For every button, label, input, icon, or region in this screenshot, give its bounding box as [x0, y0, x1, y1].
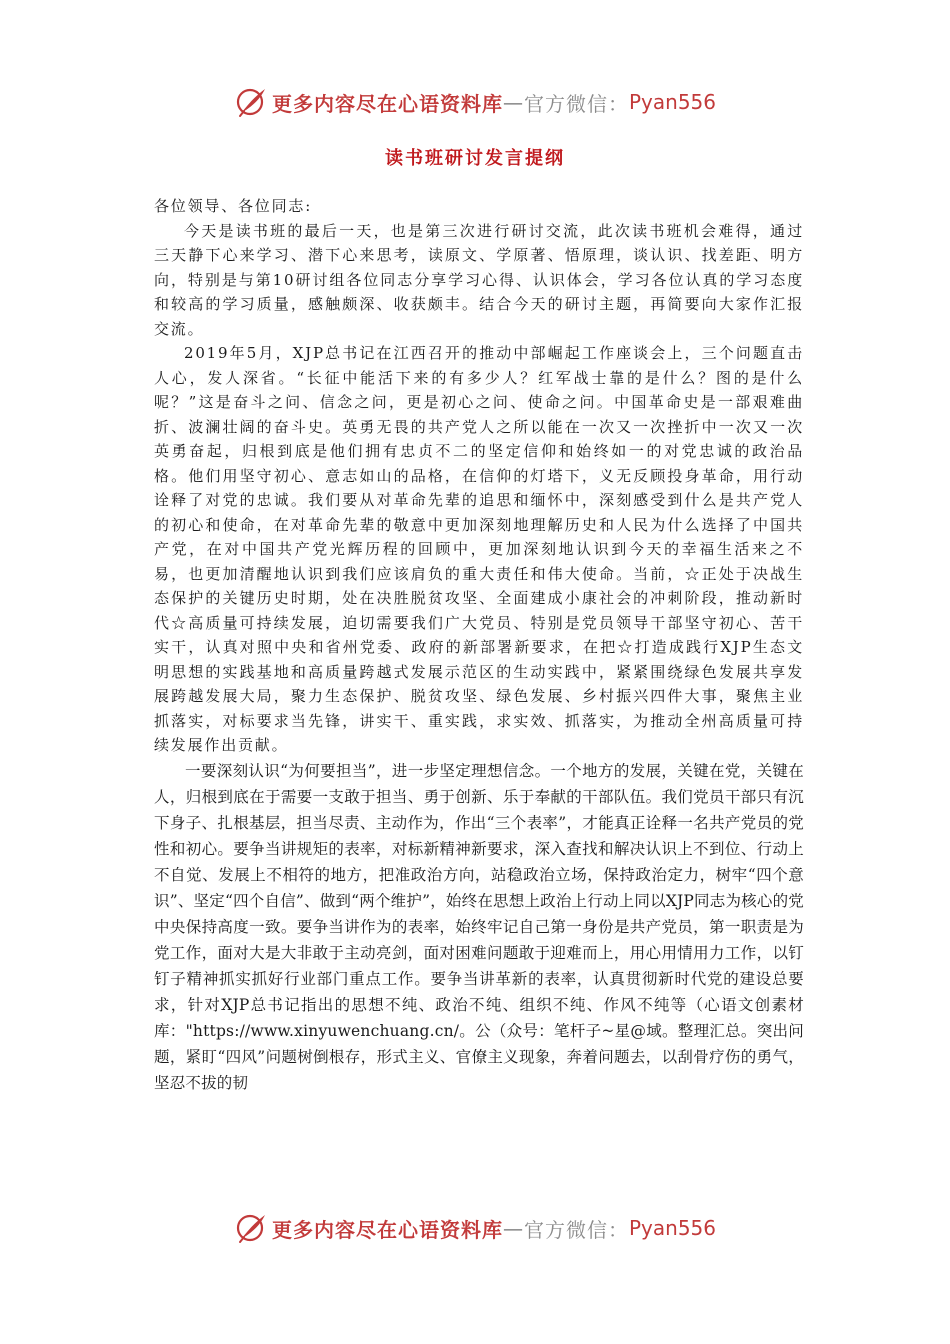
paragraph-3: 一要深刻认识“为何要担当”，进一步坚定理想信念。一个地方的发展，关键在党，关键在人，归根到底在于需要一支敢于担当、勇于创新、乐于奉献的干部队伍。我们党员干部只有沉下身子、扎根基层，担当尽责、主动作为，作出“三个表率”，才能真正诠释一名共产党员的党性和初心。要争当讲规矩的表率，对标新精神新要求，深入查找和解决认识上不到位、行动上不自觉、发展上不相符的地方，把准政治方向，站稳政治立场，保持政治定力，树牢“四个意识”、坚定“四个自信”、做到“两个维护”，始终在思想上政治上行动上同以XJP同志为核心的党中央保持高度一致。要争当讲作为的表率，始终牢记自己第一身份是共产党员，第一职责是为党工作，面对大是大非敢于主动亮剑，面对困难问题敢于迎难而上，用心用情用力工作，以钉钉子精神抓实抓好行业部门重点工作。要争当讲革新的表率，认真贯彻新时代党的建设总要求，针对XJP总书记指出的思想不纯、政治不纯、组织不纯、作风不纯等（心语文创素材库："https://www.xinyuwenchuang.cn/。公（众号：笔杆子~星@域。整理汇总。突出问题，紧盯“四风”问题树倒根存，形式主义、官僚主义现象，奔着问题去，以刮骨疗伤的勇气，坚忍不拔的韧 — [154, 761, 804, 1092]
document-title: 读书班研讨发言提纲 — [385, 148, 565, 169]
banner-brand: 更多内容尽在心语资料库 — [271, 91, 503, 116]
document-body — [154, 194, 804, 1096]
banner-wechat-id: Pyan556 — [628, 90, 716, 114]
quill-pen-circle-icon — [234, 1211, 268, 1245]
quill-pen-circle-icon — [234, 85, 268, 119]
banner-dash: — — [502, 90, 524, 114]
header-banner — [0, 82, 950, 122]
footer-banner — [0, 1208, 950, 1248]
footer-brand: 更多内容尽在心语资料库 — [271, 1217, 503, 1242]
greeting: 各位领导、各位同志: — [154, 197, 313, 215]
footer-dash: — — [502, 1216, 524, 1240]
footer-wechat-id: Pyan556 — [628, 1216, 716, 1240]
banner-sub: 官方微信： — [523, 91, 629, 116]
paragraph-1: 今天是读书班的最后一天，也是第三次进行研讨交流，此次读书班机会难得，通过三天静下心来学习、潜下心来思考，读原文、学原著、悟原理，谈认识、找差距、明方向，特别是与第10研讨组各位同志分享学习心得、认识体会，学习各位认真的学习态度和较高的学习质量，感触颇深、收获颇丰。结合今天的研讨主题，再简要向大家作汇报交流。 — [154, 221, 804, 338]
paragraph-2: 2019年5月，XJP总书记在江西召开的推动中部崛起工作座谈会上，三个问题直击人心，发人深省。“长征中能活下来的有多少人？红军战士靠的是什么？图的是什么呢？”这是奋斗之问、信念之问，更是初心之问、使命之问。中国革命史是一部艰难曲折、波澜壮阔的奋斗史。英勇无畏的共产党人之所以能在一次又一次挫折中一次又一次英勇奋起，归根到底是他们拥有忠贞不二的坚定信仰和始终如一的对党忠诚的政治品格。他们用坚守初心、意志如山的品格，在信仰的灯塔下，义无反顾投身革命，用行动诠释了对党的忠诚。我们要从对革命先辈的追思和缅怀中，深刻感受到什么是共产党人的初心和使命，在对革命先辈的敬意中更加深刻地理解历史和人民为什么选择了中国共产党，在对中国共产党光辉历程的回顾中，更加深刻地认识到今天的幸福生活来之不易，也更加清醒地认识到我们应该肩负的重大责任和伟大使命。当前，☆正处于决战生态保护的关键历史时期，处在决胜脱贫攻坚、全面建成小康社会的冲刺阶段，推动新时代☆高质量可持续发展，迫切需要我们广大党员、特别是党员领导干部坚守初心、苦干实干，认真对照中央和省州党委、政府的新部署新要求，在把☆打造成践行XJP生态文明思想的实践基地和高质量跨越式发展示范区的生动实践中，紧紧围绕绿色发展共享发展跨越发展大局，聚力生态保护、脱贫攻坚、绿色发展、乡村振兴四件大事，聚焦主业抓落实，对标要求当先锋，讲实干、重实践，求实效、抓落实，为推动全州高质量可持续发展作出贡献。 — [154, 344, 804, 754]
footer-sub: 官方微信： — [523, 1217, 629, 1242]
